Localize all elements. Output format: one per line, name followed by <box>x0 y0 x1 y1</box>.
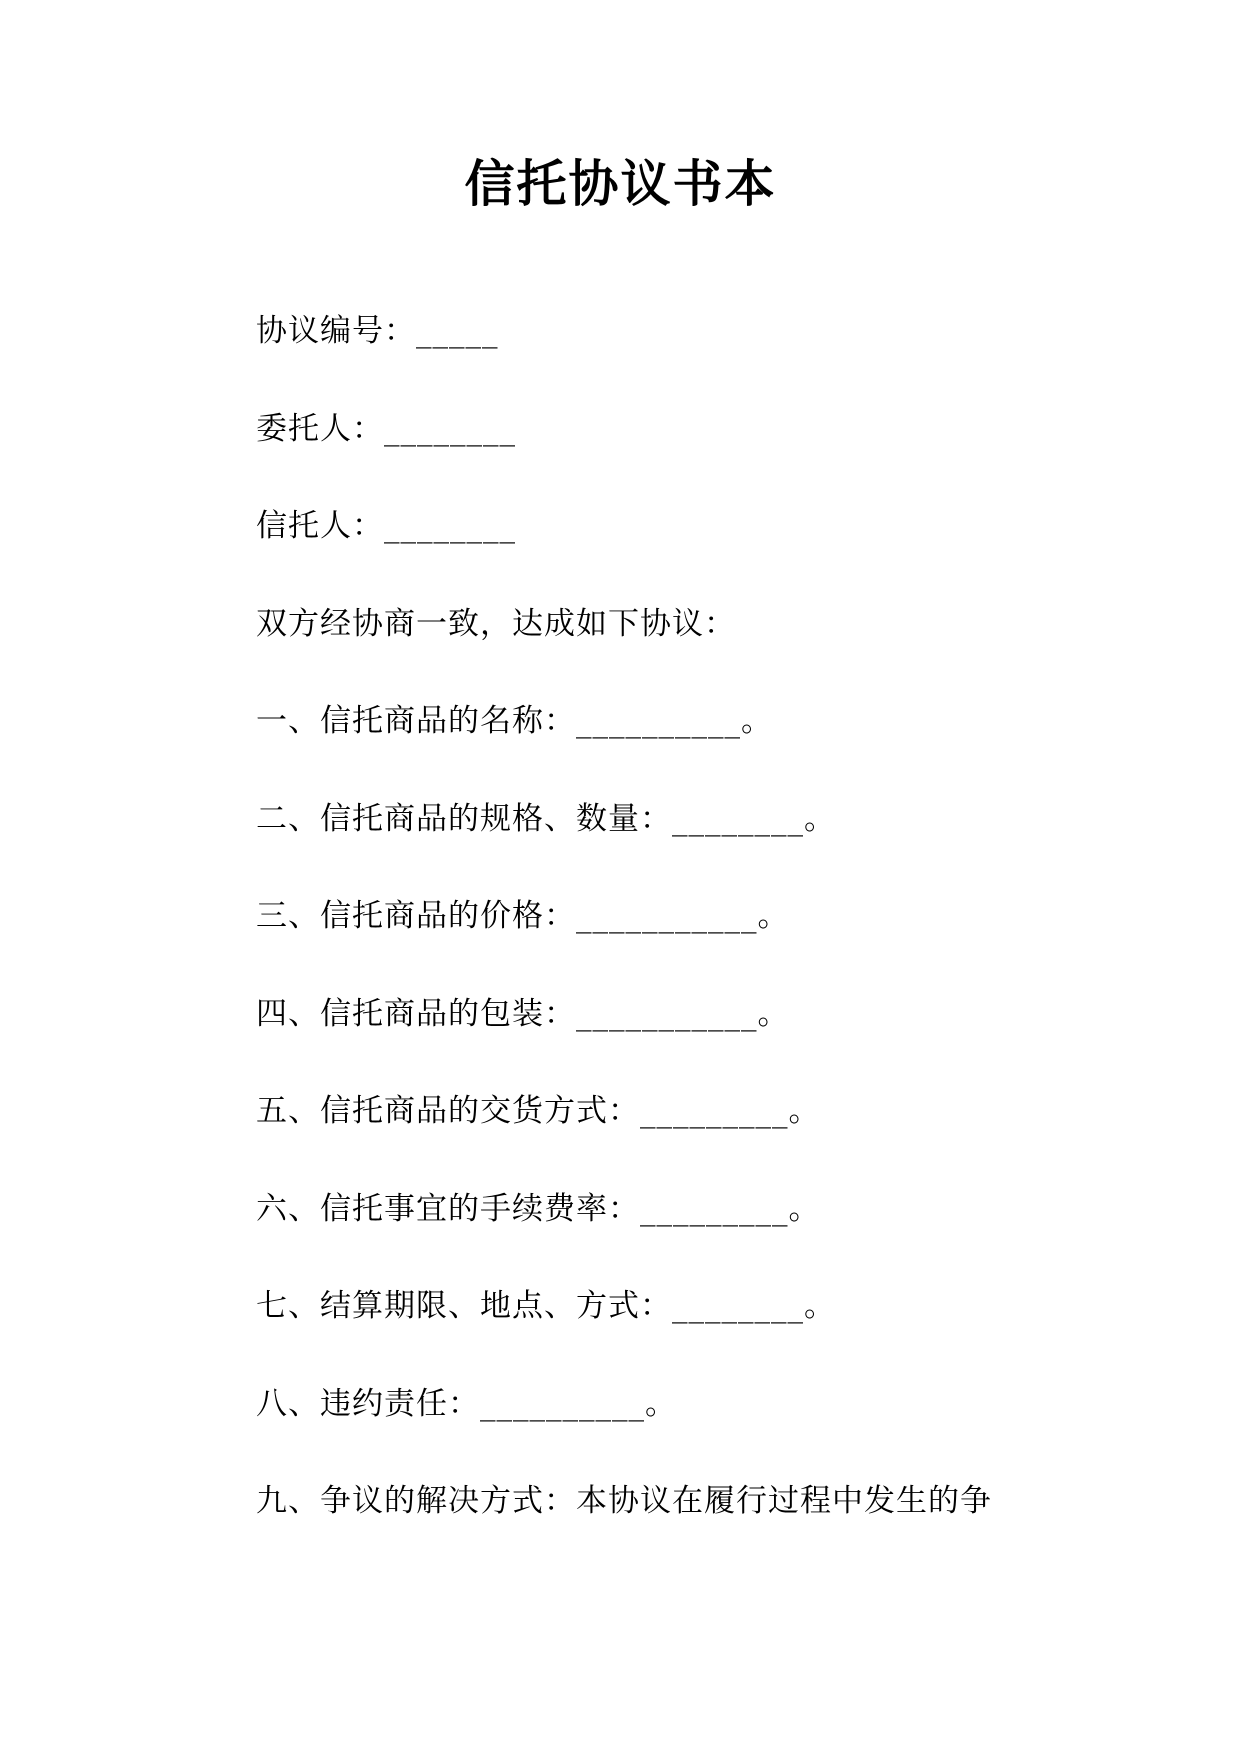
trustee-line: 信托人：________ <box>256 508 516 544</box>
clause-6-fee-rate: 六、信托事宜的手续费率：_________。 <box>256 1190 821 1227</box>
clause-2-spec-quantity: 二、信托商品的规格、数量：________。 <box>256 800 836 837</box>
clause-8-liability: 八、违约责任：__________。 <box>256 1385 677 1422</box>
clause-7-settlement: 七、结算期限、地点、方式：________。 <box>256 1288 836 1324</box>
clause-1-goods-name: 一、信托商品的名称：__________。 <box>256 703 773 739</box>
clause-5-delivery: 五、信托商品的交货方式：_________。 <box>256 1093 821 1129</box>
clause-4-packaging: 四、信托商品的包装：___________。 <box>256 995 790 1032</box>
principal-line: 委托人：________ <box>256 410 516 447</box>
clause-9-dispute: 九、争议的解决方式：本协议在履行过程中发生的争 <box>256 1483 992 1519</box>
agreement-number-line: 协议编号：_____ <box>256 313 499 349</box>
clause-3-price: 三、信托商品的价格：___________。 <box>256 898 790 934</box>
document-body <box>256 306 1156 1574</box>
document-title: 信托协议书本 <box>464 154 777 213</box>
preamble-line: 双方经协商一致，达成如下协议： <box>256 605 736 642</box>
